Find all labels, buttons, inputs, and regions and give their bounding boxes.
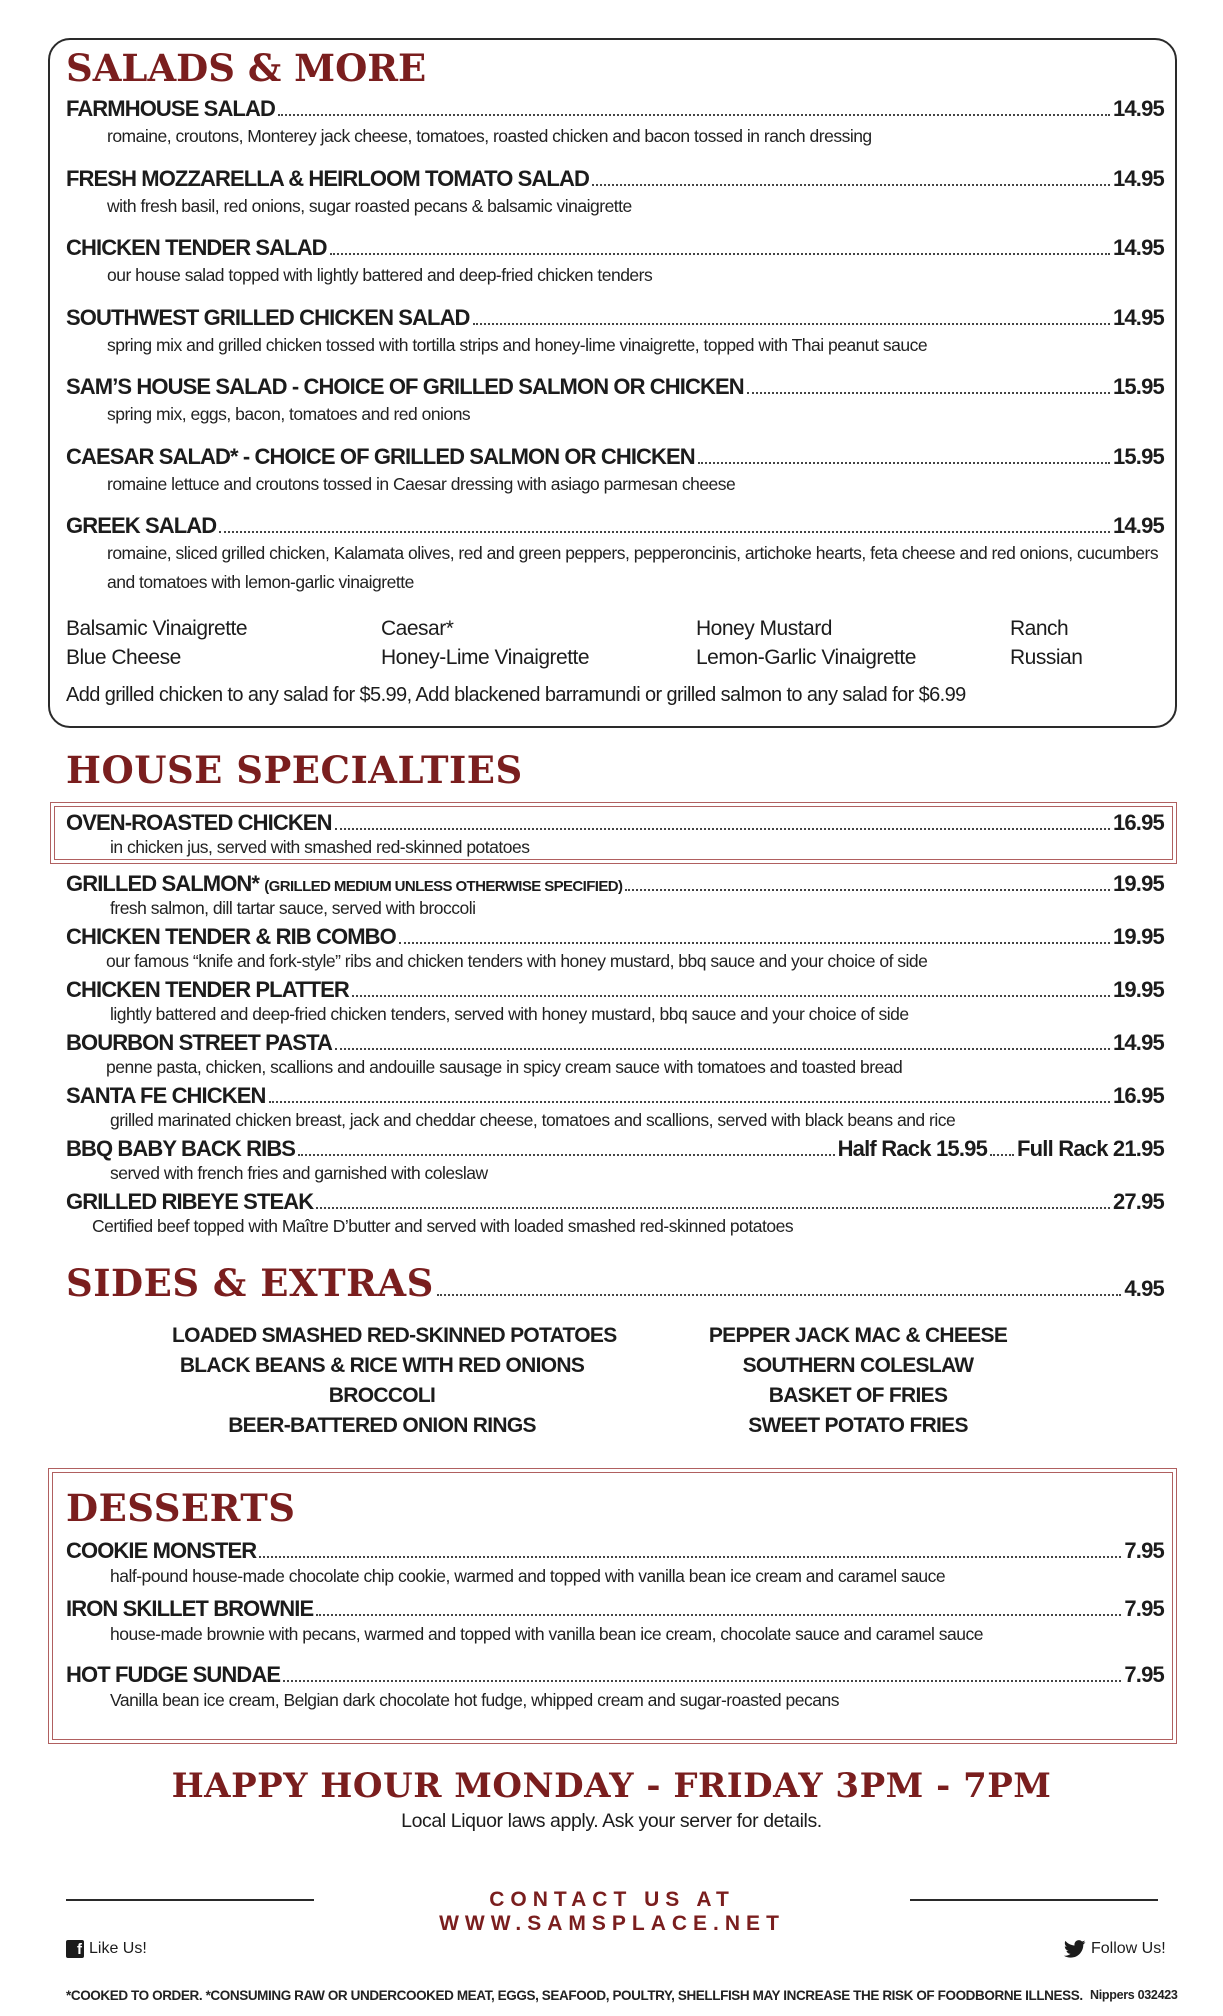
item-name: SOUTHWEST GRILLED CHICKEN SALAD bbox=[66, 305, 470, 330]
menu-item bbox=[66, 444, 1164, 499]
side-item: BASKET OF FRIES bbox=[768, 1384, 948, 1407]
side-item: SOUTHERN COLESLAW bbox=[742, 1354, 974, 1377]
item-description: with fresh basil, red onions, sugar roasted pecans & balsamic vinaigrette bbox=[107, 196, 632, 216]
item-price: Half Rack 15.95 bbox=[837, 1136, 988, 1161]
item-name: FRESH MOZZARELLA & HEIRLOOM TOMATO SALAD bbox=[66, 166, 589, 191]
salads-heading: SALADS & MORE bbox=[66, 46, 427, 90]
specialties-list bbox=[66, 810, 1164, 1240]
item-description: penne pasta, chicken, scallions and andouille sausage in spicy cream sauce with tomatoes and toasted bread bbox=[106, 1057, 903, 1077]
menu-item bbox=[66, 166, 1164, 221]
item-price: 14.95 bbox=[1112, 305, 1164, 330]
happy-hour-note: Local Liquor laws apply. Ask your server for details. bbox=[401, 1810, 822, 1832]
item-price: 19.95 bbox=[1112, 871, 1164, 896]
item-description: romaine, croutons, Monterey jack cheese, tomatoes, roasted chicken and bacon tossed in ranch dressing bbox=[107, 126, 872, 146]
menu-item bbox=[66, 977, 1164, 1025]
item-description: grilled marinated chicken breast, jack and cheddar cheese, tomatoes and scallions, served with black beans and rice bbox=[110, 1110, 956, 1130]
menu-item bbox=[66, 374, 1164, 429]
item-description: romaine lettuce and croutons tossed in Caesar dressing with asiago parmesan cheese bbox=[107, 474, 736, 494]
item-price: 7.95 bbox=[1124, 1662, 1164, 1687]
dressing-option: Russian bbox=[1010, 646, 1083, 669]
facebook-link[interactable] bbox=[66, 1940, 147, 1958]
item-name: CHICKEN TENDER PLATTER bbox=[66, 977, 349, 1002]
sides-price: 4.95 bbox=[1124, 1276, 1164, 1301]
item-name: BOURBON STREET PASTA bbox=[66, 1030, 332, 1055]
facebook-icon: f bbox=[66, 1940, 84, 1958]
item-description: spring mix and grilled chicken tossed with tortilla strips and honey-lime vinaigrette, topped with Thai peanut sauce bbox=[107, 335, 928, 355]
item-name: CAESAR SALAD* - CHOICE OF GRILLED SALMON OR CHICKEN bbox=[66, 444, 695, 469]
menu-item bbox=[66, 924, 1164, 972]
item-note: (GRILLED MEDIUM UNLESS OTHERWISE SPECIFIED) bbox=[264, 878, 623, 895]
item-price: 14.95 bbox=[1112, 513, 1164, 538]
item-name: BBQ BABY BACK RIBS bbox=[66, 1136, 296, 1161]
salad-addon-note: Add grilled chicken to any salad for $5.99, Add blackened barramundi or grilled salmon to any salad for $6.99 bbox=[66, 684, 966, 706]
item-description: spring mix, eggs, bacon, tomatoes and red onions bbox=[107, 404, 471, 424]
sides-heading: SIDES & EXTRAS bbox=[66, 1261, 434, 1305]
item-price: 16.95 bbox=[1112, 810, 1164, 835]
foodborne-disclaimer: *COOKED TO ORDER. *CONSUMING RAW OR UNDERCOOKED MEAT, EGGS, SEAFOOD, POULTRY, SHELLFISH MAY INCREASE THE RISK OF FOODBORNE ILLNESS. bbox=[66, 1988, 1083, 2003]
menu-item bbox=[66, 1662, 1164, 1712]
item-description: fresh salmon, dill tartar sauce, served with broccoli bbox=[110, 898, 476, 918]
item-name: FARMHOUSE SALAD bbox=[66, 96, 275, 121]
dressing-option: Balsamic Vinaigrette bbox=[66, 617, 248, 640]
side-item: BROCCOLI bbox=[328, 1384, 436, 1407]
item-price: 14.95 bbox=[1112, 96, 1164, 121]
item-price: 14.95 bbox=[1112, 166, 1164, 191]
item-price: 7.95 bbox=[1124, 1596, 1164, 1621]
dressing-option: Honey Mustard bbox=[696, 617, 832, 640]
item-description: romaine, sliced grilled chicken, Kalamata olives, red and green peppers, pepperoncinis, artichoke hearts, feta cheese and red onions, cucumbers and tomatoes with lemon-garlic vinaigrette bbox=[107, 543, 1159, 592]
item-description: our house salad topped with lightly battered and deep-fried chicken tenders bbox=[107, 265, 653, 285]
contact-rule-right bbox=[910, 1899, 1158, 1901]
item-name: CHICKEN TENDER & RIB COMBO bbox=[66, 924, 396, 949]
dressing-option: Ranch bbox=[1010, 617, 1069, 640]
twitter-label: Follow Us! bbox=[1091, 1940, 1166, 1957]
item-description: in chicken jus, served with smashed red-skinned potatoes bbox=[110, 837, 530, 857]
menu-item bbox=[66, 1136, 1164, 1184]
item-price: 16.95 bbox=[1112, 1083, 1164, 1108]
menu-item bbox=[66, 1538, 1164, 1588]
menu-code: Nippers 032423 bbox=[1090, 1988, 1178, 2002]
item-price: 19.95 bbox=[1112, 977, 1164, 1002]
contact-link[interactable]: CONTACT US AT WWW.SAMSPLACE.NET bbox=[439, 1888, 785, 1935]
side-item: SWEET POTATO FRIES bbox=[748, 1414, 968, 1437]
item-price-full: Full Rack 21.95 bbox=[1017, 1136, 1164, 1161]
dressing-option: Honey-Lime Vinaigrette bbox=[381, 646, 590, 669]
menu-item bbox=[66, 1083, 1164, 1131]
item-name: GREEK SALAD bbox=[66, 513, 217, 538]
side-item: LOADED SMASHED RED-SKINNED POTATOES bbox=[172, 1324, 617, 1347]
twitter-link[interactable] bbox=[1064, 1940, 1166, 1958]
facebook-label: Like Us! bbox=[89, 1940, 147, 1957]
menu-item bbox=[66, 1189, 1164, 1237]
side-item: BLACK BEANS & RICE WITH RED ONIONS bbox=[179, 1354, 585, 1377]
twitter-icon bbox=[1064, 1940, 1086, 1958]
side-item: BEER-BATTERED ONION RINGS bbox=[228, 1414, 536, 1437]
sides-header bbox=[66, 1261, 1164, 1305]
menu-item bbox=[66, 1030, 1164, 1078]
happy-hour-heading: HAPPY HOUR MONDAY - FRIDAY 3PM - 7PM bbox=[171, 1766, 1052, 1806]
item-name: CHICKEN TENDER SALAD bbox=[66, 235, 327, 260]
menu-item bbox=[66, 96, 1164, 151]
dressing-option: Caesar* bbox=[381, 617, 454, 640]
menu-item bbox=[66, 305, 1164, 360]
item-description: lightly battered and deep-fried chicken tenders, served with honey mustard, bbq sauce and your choice of side bbox=[110, 1004, 909, 1024]
item-description: served with french fries and garnished with coleslaw bbox=[110, 1163, 488, 1183]
item-price: 14.95 bbox=[1112, 235, 1164, 260]
contact-rule-left bbox=[66, 1899, 314, 1901]
item-description: Certified beef topped with Maître D’butter and served with loaded smashed red-skinned potatoes bbox=[92, 1216, 794, 1236]
side-item: PEPPER JACK MAC & CHEESE bbox=[708, 1324, 1008, 1347]
desserts-list bbox=[66, 1538, 1164, 1728]
item-price: 15.95 bbox=[1112, 444, 1164, 469]
item-price: 27.95 bbox=[1112, 1189, 1164, 1214]
item-price: 14.95 bbox=[1112, 1030, 1164, 1055]
item-description: half-pound house-made chocolate chip cookie, warmed and topped with vanilla bean ice cream and caramel sauce bbox=[110, 1566, 946, 1586]
item-description: house-made brownie with pecans, warmed and topped with vanilla bean ice cream, chocolate sauce and caramel sauce bbox=[110, 1624, 984, 1644]
item-price: 19.95 bbox=[1112, 924, 1164, 949]
item-price: 15.95 bbox=[1112, 374, 1164, 399]
salads-list bbox=[66, 96, 1164, 656]
item-name: IRON SKILLET BROWNIE bbox=[66, 1596, 314, 1621]
menu-item bbox=[66, 235, 1164, 290]
dressing-option: Lemon-Garlic Vinaigrette bbox=[696, 646, 916, 669]
item-name: SANTA FE CHICKEN bbox=[66, 1083, 266, 1108]
dressing-option: Blue Cheese bbox=[66, 646, 181, 669]
menu-item bbox=[66, 871, 1164, 919]
item-name: OVEN-ROASTED CHICKEN bbox=[66, 810, 332, 835]
item-description: Vanilla bean ice cream, Belgian dark chocolate hot fudge, whipped cream and sugar-roasted pecans bbox=[110, 1690, 839, 1710]
specialties-heading: HOUSE SPECIALTIES bbox=[66, 748, 523, 792]
menu-item bbox=[66, 513, 1164, 597]
item-name: GRILLED RIBEYE STEAK bbox=[66, 1189, 314, 1214]
item-name: GRILLED SALMON* (GRILLED MEDIUM UNLESS OTHERWISE SPECIFIED) bbox=[66, 871, 623, 896]
item-price: 7.95 bbox=[1124, 1538, 1164, 1563]
item-name: SAM’S HOUSE SALAD - CHOICE OF GRILLED SALMON OR CHICKEN bbox=[66, 374, 744, 399]
menu-item bbox=[66, 810, 1164, 858]
item-name: COOKIE MONSTER bbox=[66, 1538, 257, 1563]
desserts-heading: DESSERTS bbox=[66, 1486, 296, 1530]
item-description: our famous “knife and fork-style” ribs and chicken tenders with honey mustard, bbq sauce and your choice of side bbox=[106, 951, 928, 971]
item-name: HOT FUDGE SUNDAE bbox=[66, 1662, 281, 1687]
menu-item bbox=[66, 1596, 1164, 1646]
